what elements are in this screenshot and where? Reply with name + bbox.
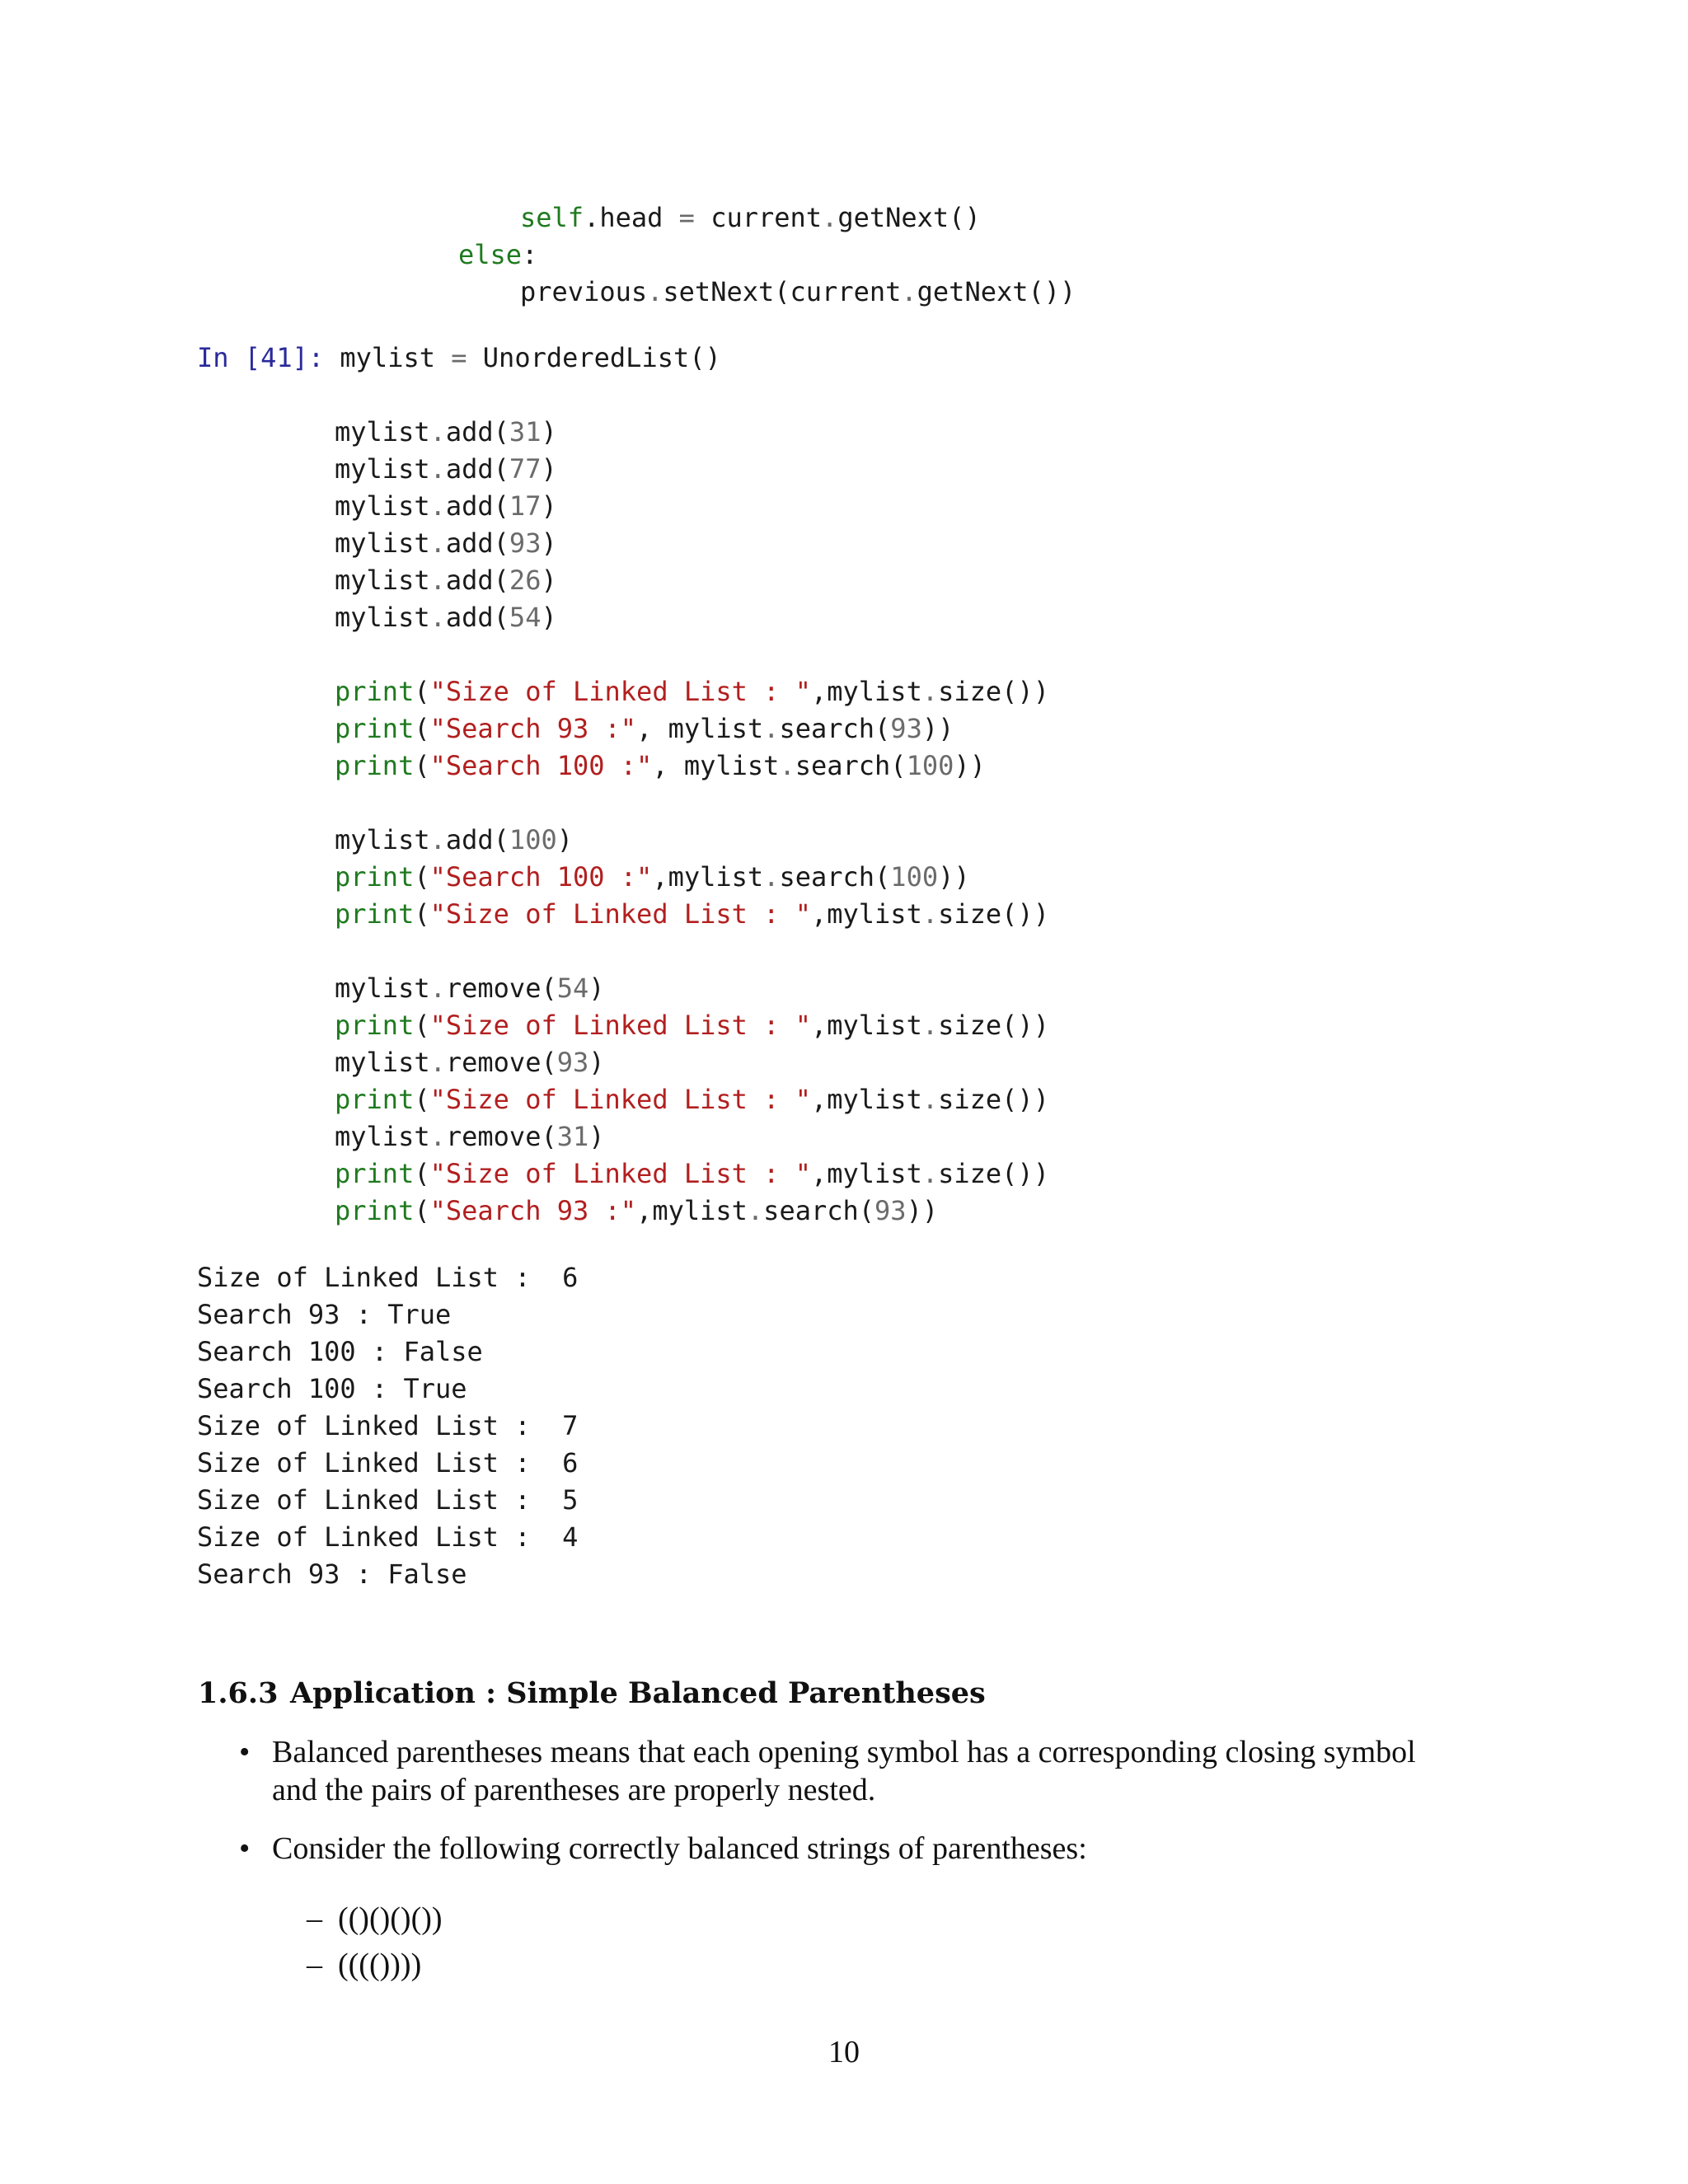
code-line: mylist.add(77): [335, 453, 557, 485]
code-line: else:: [458, 239, 538, 270]
output-line: Size of Linked List : 5: [197, 1484, 579, 1516]
output-line: Size of Linked List : 6: [197, 1447, 579, 1479]
dash-marker: –: [307, 1901, 322, 1936]
code-line: previous.setNext(current.getNext()): [520, 276, 1076, 307]
code-line: mylist.add(17): [335, 490, 557, 522]
code-line: mylist.remove(93): [335, 1047, 605, 1078]
output-line: Size of Linked List : 7: [197, 1410, 579, 1441]
page-number: 10: [828, 2035, 860, 2069]
code-line: mylist.add(100): [335, 824, 573, 855]
code-line: mylist.add(93): [335, 527, 557, 559]
code-line: mylist.remove(54): [335, 972, 605, 1004]
code-line: print("Size of Linked List : ",mylist.size()): [335, 1084, 1049, 1115]
dash-marker: –: [307, 1947, 322, 1982]
code-line: print("Search 100 :",mylist.search(100)): [335, 861, 970, 893]
cell-prompt: In [41]:: [197, 342, 325, 373]
output-line: Search 100 : True: [197, 1373, 467, 1404]
code-line: print("Search 100 :", mylist.search(100)): [335, 750, 986, 781]
code-line: mylist.add(54): [335, 602, 557, 633]
code-line: mylist.remove(31): [335, 1121, 605, 1152]
code-line: print("Search 93 :",mylist.search(93)): [335, 1195, 939, 1226]
output-line: Size of Linked List : 4: [197, 1521, 579, 1553]
output-line: Search 93 : True: [197, 1299, 452, 1330]
code-line: print("Search 93 :", mylist.search(93)): [335, 713, 954, 744]
code-line: In [41]: mylist = UnorderedList(): [197, 342, 721, 373]
bullet-marker: •: [239, 1831, 251, 1866]
section-heading: [198, 1673, 986, 1714]
bullet-item: Balanced parentheses means that each opening symbol has a corresponding closing symbol and the pairs of parentheses are properly nested.: [272, 1735, 1416, 1807]
output-line: Size of Linked List : 6: [197, 1262, 579, 1293]
code-line: print("Size of Linked List : ",mylist.size()): [335, 898, 1049, 930]
code-line: print("Size of Linked List : ",mylist.size()): [335, 1010, 1049, 1041]
section-title: Application : Simple Balanced Parentheses: [290, 1676, 986, 1710]
code-line: print("Size of Linked List : ",mylist.size()): [335, 676, 1049, 707]
code-line: mylist.add(31): [335, 416, 557, 448]
code-line: print("Size of Linked List : ",mylist.size()): [335, 1158, 1049, 1189]
bullet-item: Consider the following correctly balanced strings of parentheses:: [272, 1831, 1087, 1866]
output-line: Search 93 : False: [197, 1558, 467, 1590]
code-line: mylist.add(26): [335, 565, 557, 596]
output-line: Search 100 : False: [197, 1336, 483, 1367]
bullet-marker: •: [239, 1735, 251, 1769]
code-line: self.head = current.getNext(): [520, 202, 981, 233]
section-number: 1.6.3: [198, 1676, 279, 1710]
example-string: (()()()()): [338, 1901, 443, 1936]
example-string: (((()))): [338, 1947, 422, 1982]
